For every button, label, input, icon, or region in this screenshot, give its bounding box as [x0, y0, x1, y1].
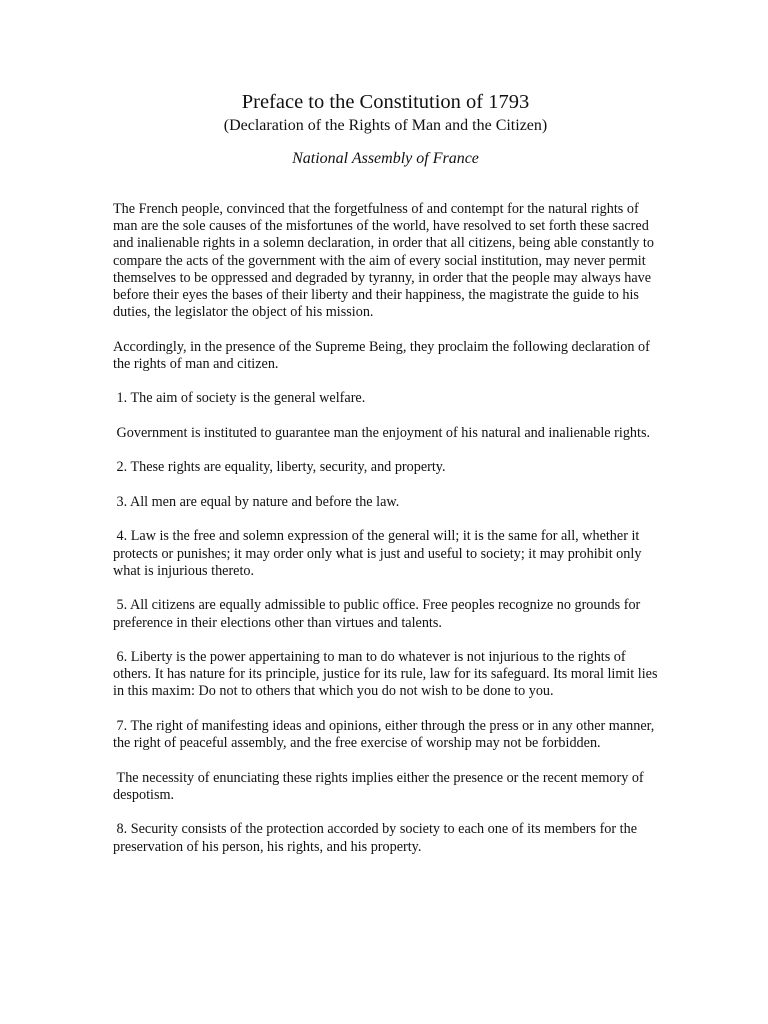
article-1-continuation: Government is instituted to guarantee man the enjoyment of his natural and inalienable rights. — [113, 424, 651, 441]
article-6: 6. Liberty is the power appertaining to man to do whatever is not injurious to the rights of others. It has nature for its principle, justice for its rule, law for its safeguard. Its moral limit lies in this maxim: Do not to others that which you do not wish to be done to you. — [113, 649, 662, 700]
article-5: 5. All citizens are equally admissible to public office. Free peoples recognize no grounds for preference in their elections other than virtues and talents. — [113, 597, 644, 631]
document-author: National Assembly of France — [292, 150, 479, 167]
document-page — [113, 88, 662, 873]
preamble-paragraph: The French people, convinced that the forgetfulness of and contempt for the natural rights of man are the sole causes of the misfortunes of the world, have resolved to set forth these sacred and inalienable rights in a solemn declaration, in order that all citizens, being able constantly to compare the acts of the government with the aim of every social institution, may never permit themselves to be oppressed and degraded by tyranny, in order that the people may always have before their eyes the bases of their liberty and their happiness, the magistrate the guide to his duties, the legislator the object of his mission. — [113, 201, 658, 321]
document-subtitle: (Declaration of the Rights of Man and the Citizen) — [223, 117, 548, 134]
article-7: 7. The right of manifesting ideas and opinions, either through the press or in any other manner, the right of peaceful assembly, and the free exercise of worship may not be forbidden. — [113, 717, 658, 752]
document-title: Preface to the Constitution of 1793 — [241, 91, 530, 113]
article-4: 4. Law is the free and solemn expression of the general will; it is the same for all, whether it protects or punishes; it may order only what is just and useful to society; it may prohibit only what is injurious thereto. — [113, 528, 645, 579]
article-3: 3. All men are equal by nature and before the law. — [113, 493, 400, 510]
article-8: 8. Security consists of the protection accorded by society to each one of its members for the preservation of his person, his rights, and his property. — [113, 821, 641, 855]
document-body — [113, 201, 662, 856]
proclamation-paragraph: Accordingly, in the presence of the Supreme Being, they proclaim the following declaration of the rights of man and citizen. — [113, 338, 654, 372]
article-2: 2. These rights are equality, liberty, security, and property. — [113, 459, 446, 476]
article-7-continuation: The necessity of enunciating these rights implies either the presence or the recent memory of despotism. — [113, 769, 648, 803]
article-1: 1. The aim of society is the general welfare. — [113, 390, 366, 407]
